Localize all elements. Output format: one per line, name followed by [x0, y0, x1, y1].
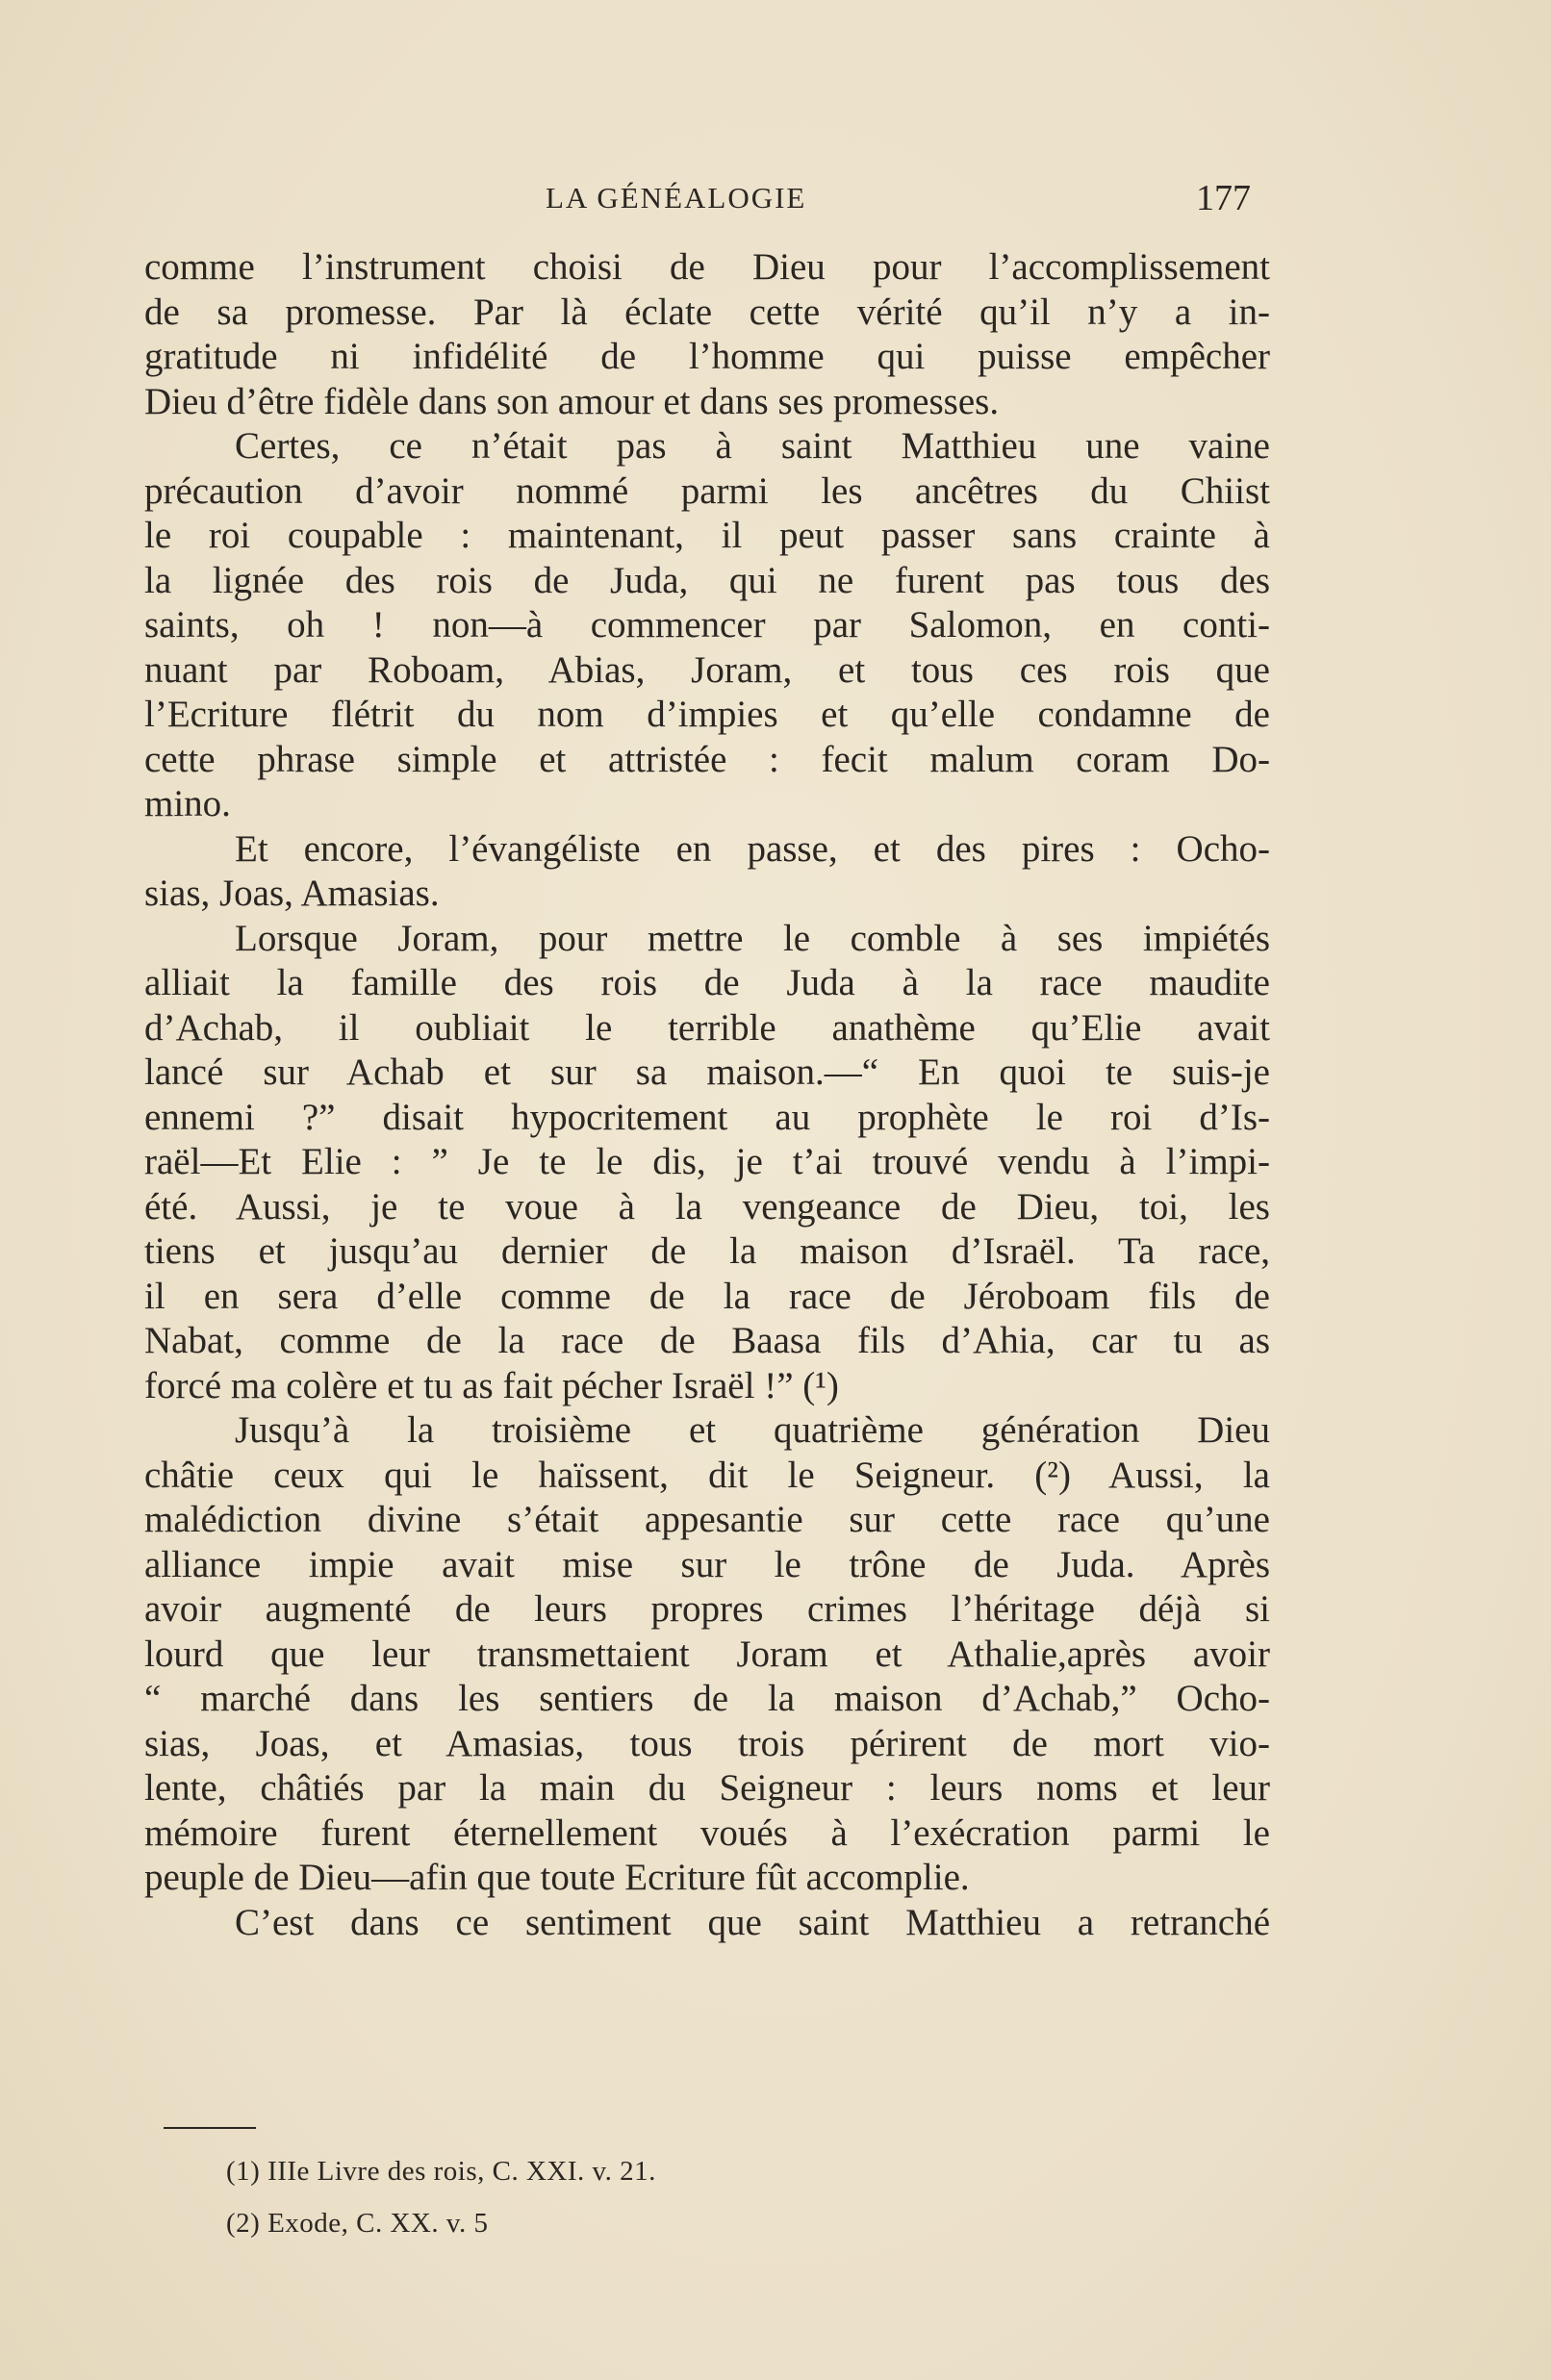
text-line: Et encore, l’évangéliste en passe, et des pires : Ocho- [235, 827, 1270, 870]
text-line: ennemi ?” disait hypocritement au prophète le roi d’Is- [144, 1096, 1270, 1138]
footnote: (2) Exode, C. XX. v. 5 [226, 2208, 489, 2239]
running-title: LA GÉNÉALOGIE [546, 181, 807, 215]
text-line: forcé ma colère et tu as fait pécher Israël !” (¹) [144, 1364, 839, 1406]
text-line: alliait la famille des rois de Juda à la race maudite [144, 962, 1270, 1003]
footnote: (1) IIIe Livre des rois, C. XXI. v. 21. [226, 2156, 656, 2187]
text-line: précaution d’avoir nommé parmi les ancêtres du Chiist [144, 469, 1270, 512]
text-line: d’Achab, il oubliait le terrible anathème qu’Elie avait [144, 1006, 1270, 1049]
text-line: de sa promesse. Par là éclate cette vérité qu’il n’y a in- [144, 291, 1270, 333]
text-line: saints, oh ! non—à commencer par Salomon, en conti- [144, 604, 1270, 646]
text-line: raël—Et Elie : ” Je te le dis, je t’ai trouvé vendu à l’impi- [144, 1141, 1270, 1182]
text-line: sias, Joas, et Amasias, tous trois périrent de mort vio- [144, 1722, 1270, 1764]
text-line: châtie ceux qui le haïssent, dit le Seigneur. (²) Aussi, la [144, 1454, 1270, 1496]
text-line: lente, châtiés par la main du Seigneur : leurs noms et leur [144, 1767, 1270, 1809]
text-line: il en sera d’elle comme de la race de Jéroboam fils de [144, 1275, 1270, 1317]
text-line: mino. [144, 783, 231, 824]
text-line: Certes, ce n’était pas à saint Matthieu une vaine [235, 425, 1270, 467]
text-line: peuple de Dieu—afin que toute Ecriture fût accomplie. [144, 1857, 970, 1898]
text-line: l’Ecriture flétrit du nom d’impies et qu’elle condamne de [144, 694, 1270, 735]
text-line: alliance impie avait mise sur le trône de Juda. Après [144, 1543, 1270, 1585]
text-line: malédiction divine s’était appesantie sur cette race qu’une [144, 1499, 1270, 1540]
text-line: avoir augmenté de leurs propres crimes l’héritage déjà si [144, 1588, 1270, 1630]
text-line: C’est dans ce sentiment que saint Matthieu a retranché [235, 1901, 1270, 1943]
text-line: mémoire furent éternellement voués à l’exécration parmi le [144, 1811, 1270, 1854]
text-line: le roi coupable : maintenant, il peut passer sans crainte à [144, 515, 1270, 556]
footnotes [226, 2145, 1092, 2249]
text-line: été. Aussi, je te voue à la vengeance de Dieu, toi, les [144, 1185, 1270, 1228]
text-line: la lignée des rois de Juda, qui ne furent pas tous des [144, 559, 1270, 601]
text-line: lancé sur Achab et sur sa maison.—“ En quoi te suis-je [144, 1051, 1270, 1093]
page-number: 177 [1196, 178, 1251, 218]
text-line: Nabat, comme de la race de Baasa fils d’Ahia, car tu as [144, 1320, 1270, 1361]
footnote-separator [164, 2127, 256, 2129]
body-text [144, 245, 1270, 1945]
text-line: Lorsque Joram, pour mettre le comble à ses impiétés [235, 917, 1270, 959]
text-line: comme l’instrument choisi de Dieu pour l’accomplissement [144, 246, 1270, 288]
text-line: sias, Joas, Amasias. [144, 873, 440, 914]
page-header [144, 173, 1260, 231]
text-line: tiens et jusqu’au dernier de la maison d’Israël. Ta race, [144, 1230, 1270, 1272]
text-line: lourd que leur transmettaient Joram et Athalie,après avoir [144, 1633, 1270, 1675]
text-line: gratitude ni infidélité de l’homme qui puisse empêcher [144, 336, 1270, 377]
text-line: cette phrase simple et attristée : fecit malum coram Do- [144, 738, 1270, 780]
text-line: nuant par Roboam, Abias, Joram, et tous ces rois que [144, 648, 1270, 691]
text-line: “ marché dans les sentiers de la maison d’Achab,” Ocho- [144, 1678, 1270, 1719]
text-line: Dieu d’être fidèle dans son amour et dans ses promesses. [144, 380, 1000, 422]
text-line: Jusqu’à la troisième et quatrième génération Dieu [235, 1409, 1270, 1451]
